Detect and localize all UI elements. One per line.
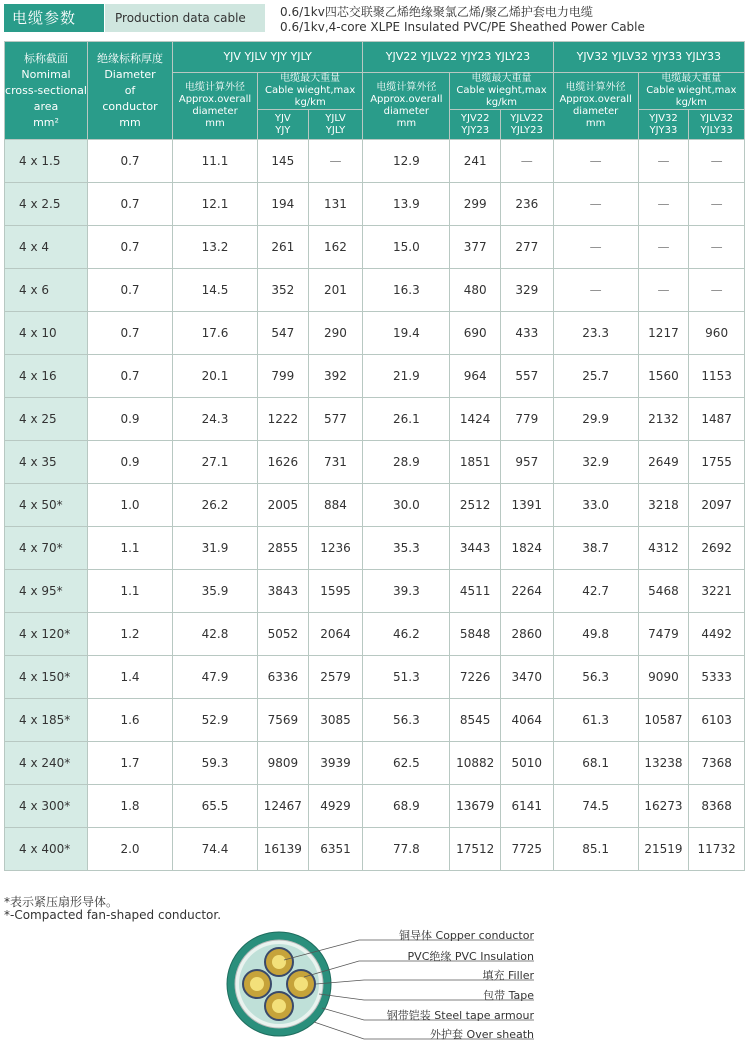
row-section-cell: 4 x 120* [5, 613, 88, 656]
table-cell: 1153 [689, 355, 745, 398]
table-cell: — [689, 183, 745, 226]
table-cell: — [308, 140, 363, 183]
section-subtitle: Production data cable [105, 4, 265, 32]
table-cell: 10882 [450, 742, 501, 785]
row-section-cell: 4 x 16 [5, 355, 88, 398]
table-header [5, 42, 745, 140]
table-cell: 42.7 [553, 570, 638, 613]
table-cell: 352 [258, 269, 309, 312]
table-cell: 1.1 [88, 570, 173, 613]
table-cell: 16273 [638, 785, 689, 828]
table-cell: 2860 [500, 613, 553, 656]
table-row [5, 570, 745, 613]
table-cell: 3221 [689, 570, 745, 613]
table-cell: 10587 [638, 699, 689, 742]
table-cell: 62.5 [363, 742, 450, 785]
table-body [5, 140, 745, 871]
table-cell: 49.8 [553, 613, 638, 656]
table-cell: 392 [308, 355, 363, 398]
table-cell: 0.7 [88, 226, 173, 269]
table-cell: 1851 [450, 441, 501, 484]
table-cell: 2064 [308, 613, 363, 656]
table-cell: 13.2 [173, 226, 258, 269]
row-section-cell: 4 x 25 [5, 398, 88, 441]
group-header-yjv22: YJV22 YJLV22 YJY23 YJLY23 [363, 42, 553, 73]
table-cell: — [638, 140, 689, 183]
row-section-cell: 4 x 1.5 [5, 140, 88, 183]
table-cell: 13238 [638, 742, 689, 785]
table-cell: 17.6 [173, 312, 258, 355]
table-cell: 3939 [308, 742, 363, 785]
label-pvc-insulation: PVC绝缘 PVC Insulation [407, 950, 534, 963]
table-cell: 329 [500, 269, 553, 312]
table-cell: 731 [308, 441, 363, 484]
table-cell: 5848 [450, 613, 501, 656]
header-diameter: 电缆计算外径 Approx.overall diameter mm [363, 73, 450, 140]
table-cell: 85.1 [553, 828, 638, 871]
table-cell: 15.0 [363, 226, 450, 269]
table-cell: 13.9 [363, 183, 450, 226]
section-tag: 电缆参数 [4, 4, 104, 32]
table-cell: 1222 [258, 398, 309, 441]
table-cell: 957 [500, 441, 553, 484]
table-cell: 2579 [308, 656, 363, 699]
table-cell: 194 [258, 183, 309, 226]
table-row [5, 183, 745, 226]
subheader-cell: YJLV YJLY [308, 110, 363, 140]
row-section-cell: 4 x 4 [5, 226, 88, 269]
header-weight: 电缆最大重量 Cable wieght,max kg/km [450, 73, 553, 110]
table-cell: — [553, 183, 638, 226]
table-cell: 577 [308, 398, 363, 441]
table-cell: — [689, 226, 745, 269]
table-cell: — [553, 226, 638, 269]
row-section-cell: 4 x 35 [5, 441, 88, 484]
table-cell: 0.9 [88, 398, 173, 441]
table-cell: 2264 [500, 570, 553, 613]
table-cell: 2692 [689, 527, 745, 570]
table-cell: 12.1 [173, 183, 258, 226]
table-cell: 1.2 [88, 613, 173, 656]
table-cell: 2097 [689, 484, 745, 527]
row-section-cell: 4 x 95* [5, 570, 88, 613]
table-cell: 46.2 [363, 613, 450, 656]
table-cell: 480 [450, 269, 501, 312]
header-diameter: 电缆计算外径 Approx.overall diameter mm [553, 73, 638, 140]
table-cell: 38.7 [553, 527, 638, 570]
table-cell: 1560 [638, 355, 689, 398]
table-cell: 6336 [258, 656, 309, 699]
table-cell: 65.5 [173, 785, 258, 828]
table-cell: 17512 [450, 828, 501, 871]
row-section-cell: 4 x 150* [5, 656, 88, 699]
header-area: 标称截面 Nomimal cross-sectional area mm² [5, 42, 88, 140]
label-over-sheath: 外护套 Over sheath [430, 1028, 534, 1041]
table-row [5, 269, 745, 312]
label-copper-conductor: 铜导体 Copper conductor [399, 929, 534, 942]
header-thickness: 绝缘标称厚度 Diameter of conductor mm [88, 42, 173, 140]
table-cell: 1487 [689, 398, 745, 441]
table-row [5, 398, 745, 441]
table-cell: 2512 [450, 484, 501, 527]
table-cell: 21519 [638, 828, 689, 871]
table-cell: 1.8 [88, 785, 173, 828]
table-row [5, 828, 745, 871]
group-header-yjv: YJV YJLV YJY YJLY [173, 42, 363, 73]
table-cell: — [500, 140, 553, 183]
table-cell: 68.1 [553, 742, 638, 785]
table-cell: 32.9 [553, 441, 638, 484]
table-cell: 20.1 [173, 355, 258, 398]
table-cell: 290 [308, 312, 363, 355]
table-cell: 5052 [258, 613, 309, 656]
table-cell: 8545 [450, 699, 501, 742]
table-cell: 1626 [258, 441, 309, 484]
table-cell: 131 [308, 183, 363, 226]
table-cell: 51.3 [363, 656, 450, 699]
table-row [5, 699, 745, 742]
table-cell: 33.0 [553, 484, 638, 527]
table-cell: 201 [308, 269, 363, 312]
table-cell: 277 [500, 226, 553, 269]
table-cell: 39.3 [363, 570, 450, 613]
table-cell: — [638, 226, 689, 269]
table-cell: 0.7 [88, 269, 173, 312]
group-header-yjv32: YJV32 YJLV32 YJY33 YJLY33 [553, 42, 744, 73]
table-cell: 12467 [258, 785, 309, 828]
table-cell: 557 [500, 355, 553, 398]
table-cell: 19.4 [363, 312, 450, 355]
table-cell: 7479 [638, 613, 689, 656]
table-cell: 884 [308, 484, 363, 527]
table-cell: — [689, 140, 745, 183]
table-cell: 77.8 [363, 828, 450, 871]
table-cell: 1236 [308, 527, 363, 570]
table-cell: 7368 [689, 742, 745, 785]
footnote-chinese: *表示紧压扇形导体。 [4, 895, 119, 909]
table-cell: 12.9 [363, 140, 450, 183]
table-cell: 547 [258, 312, 309, 355]
title-english: 0.6/1kv,4-core XLPE Insulated PVC/PE Sheathed Power Cable [280, 20, 645, 34]
table-cell: 7569 [258, 699, 309, 742]
table-row [5, 226, 745, 269]
table-cell: 4511 [450, 570, 501, 613]
table-cell: 2005 [258, 484, 309, 527]
table-cell: 4312 [638, 527, 689, 570]
table-cell: 162 [308, 226, 363, 269]
table-cell: 21.9 [363, 355, 450, 398]
row-section-cell: 4 x 2.5 [5, 183, 88, 226]
table-cell: 26.1 [363, 398, 450, 441]
table-cell: 11.1 [173, 140, 258, 183]
table-cell: 5333 [689, 656, 745, 699]
table-cell: 28.9 [363, 441, 450, 484]
table-cell: 1391 [500, 484, 553, 527]
table-cell: 3443 [450, 527, 501, 570]
table-cell: 29.9 [553, 398, 638, 441]
label-steel-tape-armour: 钢带铠装 Steel tape armour [386, 1009, 534, 1022]
table-cell: 30.0 [363, 484, 450, 527]
table-cell: 35.3 [363, 527, 450, 570]
table-cell: 2855 [258, 527, 309, 570]
table-cell: 23.3 [553, 312, 638, 355]
table-cell: 0.7 [88, 140, 173, 183]
table-cell: 56.3 [363, 699, 450, 742]
table-row [5, 613, 745, 656]
cable-spec-table [4, 41, 745, 871]
table-cell: 6103 [689, 699, 745, 742]
table-cell: 1.0 [88, 484, 173, 527]
table-cell: 2.0 [88, 828, 173, 871]
table-cell: 9809 [258, 742, 309, 785]
table-cell: — [689, 269, 745, 312]
subheader-cell: YJV22 YJY23 [450, 110, 501, 140]
table-cell: 3470 [500, 656, 553, 699]
page-header [0, 0, 750, 38]
table-cell: 59.3 [173, 742, 258, 785]
table-cell: 5468 [638, 570, 689, 613]
table-cell: 7725 [500, 828, 553, 871]
table-cell: 1424 [450, 398, 501, 441]
label-filler: 填充 Filler [482, 969, 534, 982]
table-cell: 1824 [500, 527, 553, 570]
table-cell: — [553, 269, 638, 312]
subheader-cell: YJV YJY [258, 110, 309, 140]
title-chinese: 0.6/1kv四芯交联聚乙烯绝缘聚氯乙烯/聚乙烯护套电力电缆 [280, 5, 593, 19]
table-cell: — [638, 183, 689, 226]
table-cell: 11732 [689, 828, 745, 871]
table-cell: 377 [450, 226, 501, 269]
subheader-cell: YJLV32 YJLY33 [689, 110, 745, 140]
row-section-cell: 4 x 70* [5, 527, 88, 570]
table-cell: 25.7 [553, 355, 638, 398]
header-diameter: 电缆计算外径 Approx.overall diameter mm [173, 73, 258, 140]
header-weight: 电缆最大重量 Cable wieght,max kg/km [638, 73, 744, 110]
table-cell: 0.7 [88, 183, 173, 226]
table-cell: 16139 [258, 828, 309, 871]
table-cell: 3843 [258, 570, 309, 613]
table-cell: 5010 [500, 742, 553, 785]
table-cell: 960 [689, 312, 745, 355]
table-cell: 261 [258, 226, 309, 269]
table-row [5, 656, 745, 699]
table-row [5, 785, 745, 828]
table-cell: 0.7 [88, 312, 173, 355]
table-cell: 13679 [450, 785, 501, 828]
table-cell: 74.5 [553, 785, 638, 828]
table-cell: 4929 [308, 785, 363, 828]
table-cell: 3218 [638, 484, 689, 527]
table-cell: 2132 [638, 398, 689, 441]
table-cell: 24.3 [173, 398, 258, 441]
table-cell: 433 [500, 312, 553, 355]
table-cell: 14.5 [173, 269, 258, 312]
table-cell: 16.3 [363, 269, 450, 312]
label-tape: 包带 Tape [483, 989, 534, 1002]
table-cell: 74.4 [173, 828, 258, 871]
table-cell: 799 [258, 355, 309, 398]
table-cell: — [638, 269, 689, 312]
row-section-cell: 4 x 400* [5, 828, 88, 871]
subheader-cell: YJLV22 YJLY23 [500, 110, 553, 140]
row-section-cell: 4 x 50* [5, 484, 88, 527]
table-cell: 42.8 [173, 613, 258, 656]
table-cell: 964 [450, 355, 501, 398]
table-cell: 7226 [450, 656, 501, 699]
row-section-cell: 4 x 6 [5, 269, 88, 312]
row-section-cell: 4 x 185* [5, 699, 88, 742]
table-cell: 779 [500, 398, 553, 441]
table-cell: 690 [450, 312, 501, 355]
table-cell: 241 [450, 140, 501, 183]
table-cell: 1.6 [88, 699, 173, 742]
table-row [5, 441, 745, 484]
table-cell: 0.9 [88, 441, 173, 484]
table-cell: 1595 [308, 570, 363, 613]
table-cell: 0.7 [88, 355, 173, 398]
table-cell: 27.1 [173, 441, 258, 484]
table-cell: 26.2 [173, 484, 258, 527]
table-row [5, 140, 745, 183]
table-cell: 31.9 [173, 527, 258, 570]
table-cell: 3085 [308, 699, 363, 742]
footnote-english: *-Compacted fan-shaped conductor. [4, 908, 222, 922]
table-cell: 52.9 [173, 699, 258, 742]
cable-cross-section-diagram [224, 922, 544, 1046]
table-cell: 236 [500, 183, 553, 226]
table-cell: 4492 [689, 613, 745, 656]
table-cell: 6141 [500, 785, 553, 828]
table-cell: 1.7 [88, 742, 173, 785]
table-cell: — [553, 140, 638, 183]
table-cell: 1.1 [88, 527, 173, 570]
table-row [5, 742, 745, 785]
table-cell: 299 [450, 183, 501, 226]
table-cell: 47.9 [173, 656, 258, 699]
table-cell: 1755 [689, 441, 745, 484]
table-cell: 1217 [638, 312, 689, 355]
table-cell: 9090 [638, 656, 689, 699]
row-section-cell: 4 x 300* [5, 785, 88, 828]
subheader-cell: YJV32 YJY33 [638, 110, 689, 140]
table-cell: 56.3 [553, 656, 638, 699]
table-cell: 6351 [308, 828, 363, 871]
table-row [5, 355, 745, 398]
table-cell: 145 [258, 140, 309, 183]
table-row [5, 312, 745, 355]
row-section-cell: 4 x 240* [5, 742, 88, 785]
header-weight: 电缆最大重量 Cable wieght,max kg/km [258, 73, 363, 110]
table-cell: 8368 [689, 785, 745, 828]
table-cell: 1.4 [88, 656, 173, 699]
table-cell: 35.9 [173, 570, 258, 613]
table-cell: 2649 [638, 441, 689, 484]
table-row [5, 527, 745, 570]
table-cell: 61.3 [553, 699, 638, 742]
table-cell: 4064 [500, 699, 553, 742]
table-cell: 68.9 [363, 785, 450, 828]
table-row [5, 484, 745, 527]
row-section-cell: 4 x 10 [5, 312, 88, 355]
